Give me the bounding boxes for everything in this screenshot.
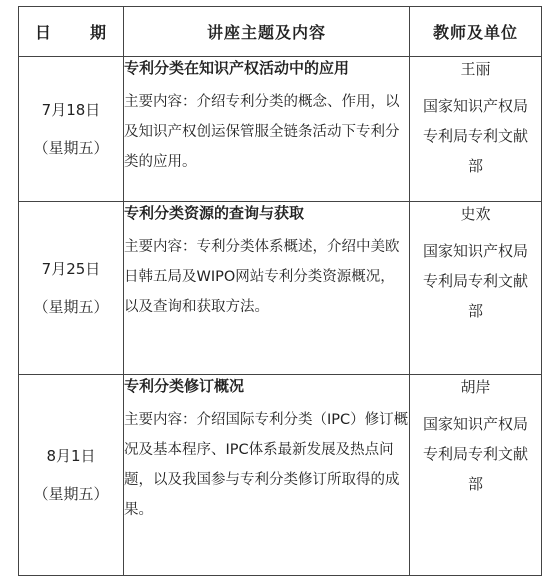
lecture-date: 7月18日 xyxy=(41,101,101,119)
topic-description: 主要内容：专利分类体系概述，介绍中美欧日韩五局及WIPO网站专利分类资源概况，以及查询和获取方法。 xyxy=(124,239,400,315)
lecture-weekday: （星期五） xyxy=(33,485,109,503)
teacher-name: 史欢 xyxy=(460,205,491,223)
teacher-name: 王丽 xyxy=(460,60,491,78)
topic-description: 主要内容：介绍国际专利分类（IPC）修订概况及基本程序、IPC体系最新发展及热点问题，以及我国参与专利分类修订所取得的成果。 xyxy=(124,412,409,518)
topic-title: 专利分类在知识产权活动中的应用 xyxy=(124,59,350,77)
table-row xyxy=(19,202,542,375)
table-row xyxy=(19,57,542,202)
date-cell xyxy=(19,375,124,576)
lecture-date: 7月25日 xyxy=(41,260,101,278)
teacher-cell xyxy=(410,375,542,576)
teacher-column-header: 教师及单位 xyxy=(410,7,542,57)
lecture-schedule-table xyxy=(18,6,542,576)
date-column-header xyxy=(19,7,124,57)
teacher-unit: 国家知识产权局专利局专利文献部 xyxy=(422,242,528,320)
table-header-row xyxy=(19,7,542,57)
topic-title: 专利分类修订概况 xyxy=(124,377,245,395)
lecture-weekday: （星期五） xyxy=(33,139,109,157)
topic-cell xyxy=(124,202,410,375)
teacher-cell xyxy=(410,202,542,375)
topic-cell xyxy=(124,375,410,576)
teacher-cell xyxy=(410,57,542,202)
teacher-unit: 国家知识产权局专利局专利文献部 xyxy=(422,97,528,175)
teacher-name: 胡岸 xyxy=(460,378,491,396)
date-header-char-1: 日 xyxy=(34,23,52,42)
date-header-char-2: 期 xyxy=(90,23,108,42)
date-cell xyxy=(19,57,124,202)
lecture-weekday: （星期五） xyxy=(33,298,109,316)
teacher-unit: 国家知识产权局专利局专利文献部 xyxy=(422,415,528,493)
lecture-date: 8月1日 xyxy=(46,447,96,465)
topic-title: 专利分类资源的查询与获取 xyxy=(124,204,305,222)
date-cell xyxy=(19,202,124,375)
topic-cell xyxy=(124,57,410,202)
topic-description: 主要内容：介绍专利分类的概念、作用，以及知识产权创运保管服全链条活动下专利分类的应用。 xyxy=(124,94,400,170)
table-row xyxy=(19,375,542,576)
topic-column-header: 讲座主题及内容 xyxy=(124,7,410,57)
